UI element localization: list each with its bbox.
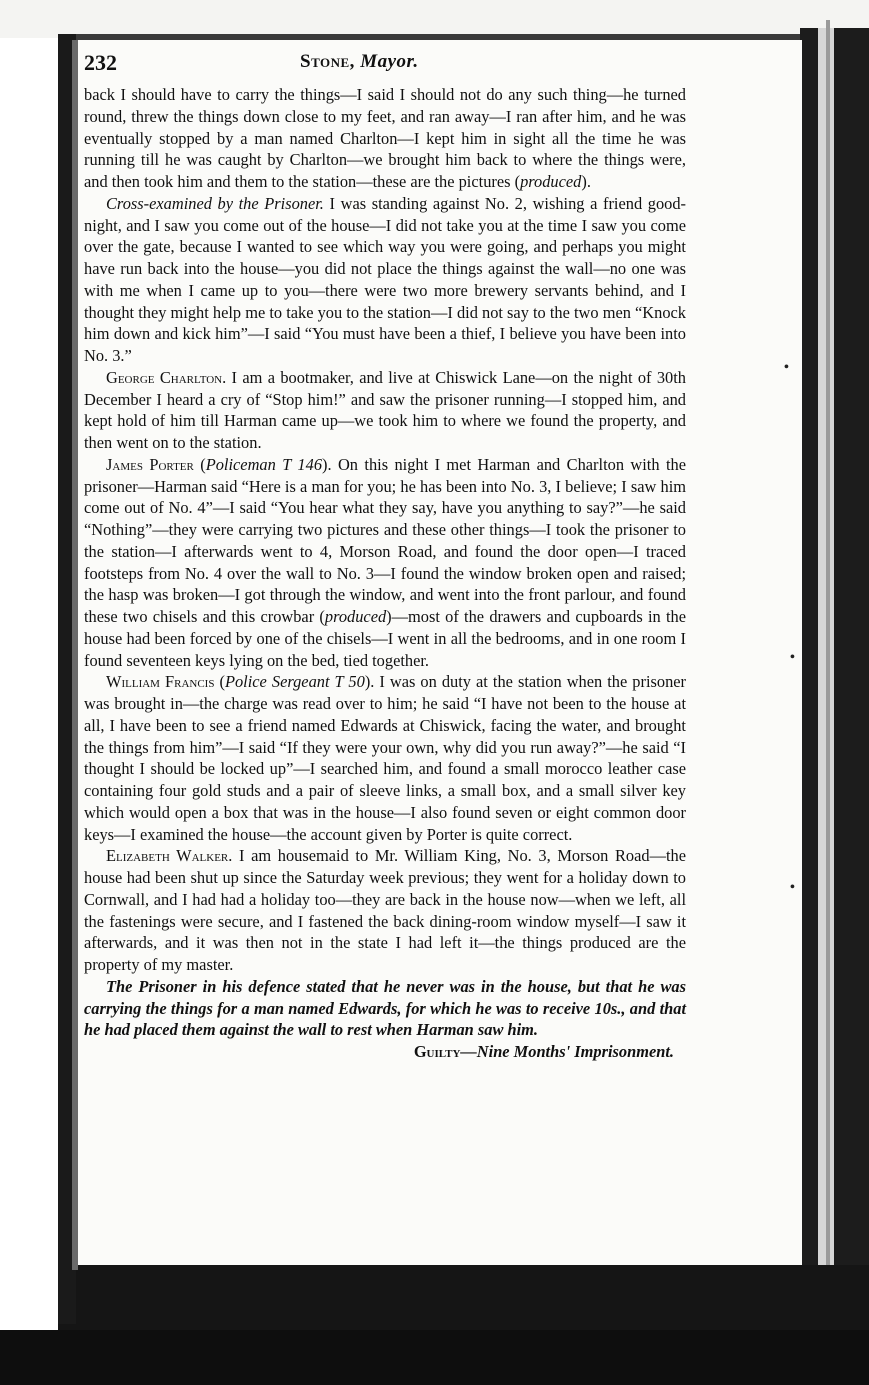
page-header [84,50,644,78]
witness-name: George Charlton. [106,367,227,387]
scan-bottom-band [0,1330,869,1385]
page-number: 232 [84,50,117,75]
paragraph-text: I am housemaid to Mr. William King, No. 3, Morson Road—the house had been shut up since the Saturday week previous; they went for a holiday down to Cornwall, and I had had a holiday too—they are back in the house now—when we left, all the fastenings were secure, and I fastened the back dining-room window myself—I saw it afterwards, and it was then not in the state I had left it—the things produced are the property of my master. [84,846,686,974]
scan-right-edge [800,28,869,1385]
paragraph-italic: produced [520,172,582,191]
paragraph-text: I am a bootmaker, and live at Chiswick Lane—on the night of 30th December I heard a cry of “Stop him!” and saw the prisoner running—I stopped him, and kept hold of him till Harman came up—we took him to where we found the property, and then went on to the station. [84,367,686,452]
paragraph-end: ). [581,172,591,191]
verdict [414,1041,674,1063]
margin-mark-icon: • [784,360,789,375]
paragraph-text: I was standing against No. 2, wishing a friend good-night, and I saw you come out of the house—I did not take you at the time I saw you come over the gate, because I wanted to see which way you were going, and perhaps you might have run back into the house—you did not place the things against the wall—no one was with me when I came up to you—there were two more brewery servants behind, and I thought they might help me to take you to the station—I did not say to the two men “Knock him down and kick him”—I said “You must have been a thief, I believe you have been into No. 3.” [84,193,686,365]
document-body [84,84,686,1063]
paragraph-witness-walker [84,845,686,976]
paragraph-text: ). I was on duty at the station when the prisoner was brought in—the charge was read over to him; he said “I have not been to the house at all, I have been to see a friend named Edwards at Chiswick, facing the water, and brought the things from him”—I said “If they were your own, why did you run away?”—he said “I thought I should be locked up”—I searched him, and found a small morocco leather case containing four gold studs and a pair of sleeve links, a small box, and a small silver key which would open a box that was in the house—I also found seven or eight common door keys—I examined the house—the account given by Porter is quite correct. [84,672,687,844]
verdict-sentence: —Nine Months' Imprisonment. [460,1042,674,1061]
prisoner-defence-statement: The Prisoner in his defence stated that he never was in the house, but that he was carrying the things for a man named Edwards, for which he was to receive 10s., and that he had placed them against the wall to rest when Harman saw him. [84,976,686,1040]
scan-top-margin [0,0,869,38]
paragraph-italic: produced [324,607,387,626]
margin-mark-icon: • [790,650,795,665]
paragraph-text-continued: )—most of the drawers and cupboards in the house had been forced by one of the chisels—I went in all the bedrooms, and in one room I found seventeen keys lying on the bed, tied together. [84,607,686,670]
witness-name: William Francis [106,672,215,692]
witness-name: James Porter [106,454,194,474]
witness-name: Elizabeth Walker. [106,846,233,866]
witness-title: Police Sergeant T 50 [224,672,365,692]
witness-title: Policeman T 146 [205,454,323,474]
running-head [300,51,419,73]
verdict-line [84,1041,686,1063]
running-head-role: Mayor. [360,51,419,72]
paragraph-witness-charlton [84,367,686,454]
paragraph-text: back I should have to carry the things—I said I should not do any such thing—he turned round, threw the things down close to my feet, and ran away—I ran after him, and he was eventually stopped by a man named Charlton—I kept him in sight all the time he was running till he was caught by Charlton—we brought him back to where the things were, and then took him and them to the station—these are the pictures ( [84,85,686,191]
scan-left-edge-inner [72,40,78,1270]
paragraph-continuation [84,84,686,193]
paragraph-witness-porter: James Porter (Policeman T 146). On this night I met Harman and Charlton with the prisoner—Harman said “Here is a man for you; he has been into No. 3, I believe; I saw him come out of No. 4”—I said “You hear what they say, have you anything to say?”—he said “Nothing”—they were carrying two pictures and these other things—I took the prisoner to the station—I afterwards went to 4, Morson Road, and found the door open—I traced footsteps from No. 4 over the wall to No. 3—I found the window broken open and raised; the hasp was broken—I got through the window, and went into the front parlour, and found these two chisels and this crowbar (produced)—most of the drawers and cupboards in the house had been forced by one of the chisels—I went in all the bedrooms, and in one room I found seventeen keys lying on the bed, tied together. [84,454,686,670]
running-head-name: Stone, [300,51,355,72]
scan-right-strip-line [826,20,830,1320]
paragraph-cross-examination [84,193,686,367]
paragraph-lead: Cross-examined by the Prisoner. [106,193,324,213]
paragraph-witness-francis: William Francis (Police Sergeant T 50). I was on duty at the station when the prisoner was brought in—the charge was read over to him; he said “I have not been to the house at all, I have been to see a friend named Edwards at Chiswick, facing the water, and brought the things from him”—I said “If they were your own, why did you run away?”—he said “I thought I should be locked up”—I searched him, and found a small morocco leather case containing four gold studs and a pair of sleeve links, a small box, and a small silver key which would open a box that was in the house—I also found seven or eight common door keys—I examined the house—the account given by Porter is quite correct. [84,672,687,844]
margin-mark-icon: • [790,880,795,895]
paragraph-text: ). On this night I met Harman and Charlton with the prisoner—Harman said “Here is a man for you; he has been into No. 3, I believe; I saw him come out of No. 4”—I said “You hear what they say, have you anything to say?”—he said “Nothing”—they were carrying two pictures and these other things—I took the prisoner to the station—I afterwards went to 4, Morson Road, and found the door open—I traced footsteps from No. 4 over the wall to No. 3—I found the window broken open and raised; the hasp was broken—I got through the window, and went into the front parlour, and found these two chisels and this crowbar ( [84,454,686,626]
verdict-label: Guilty [413,1042,461,1061]
